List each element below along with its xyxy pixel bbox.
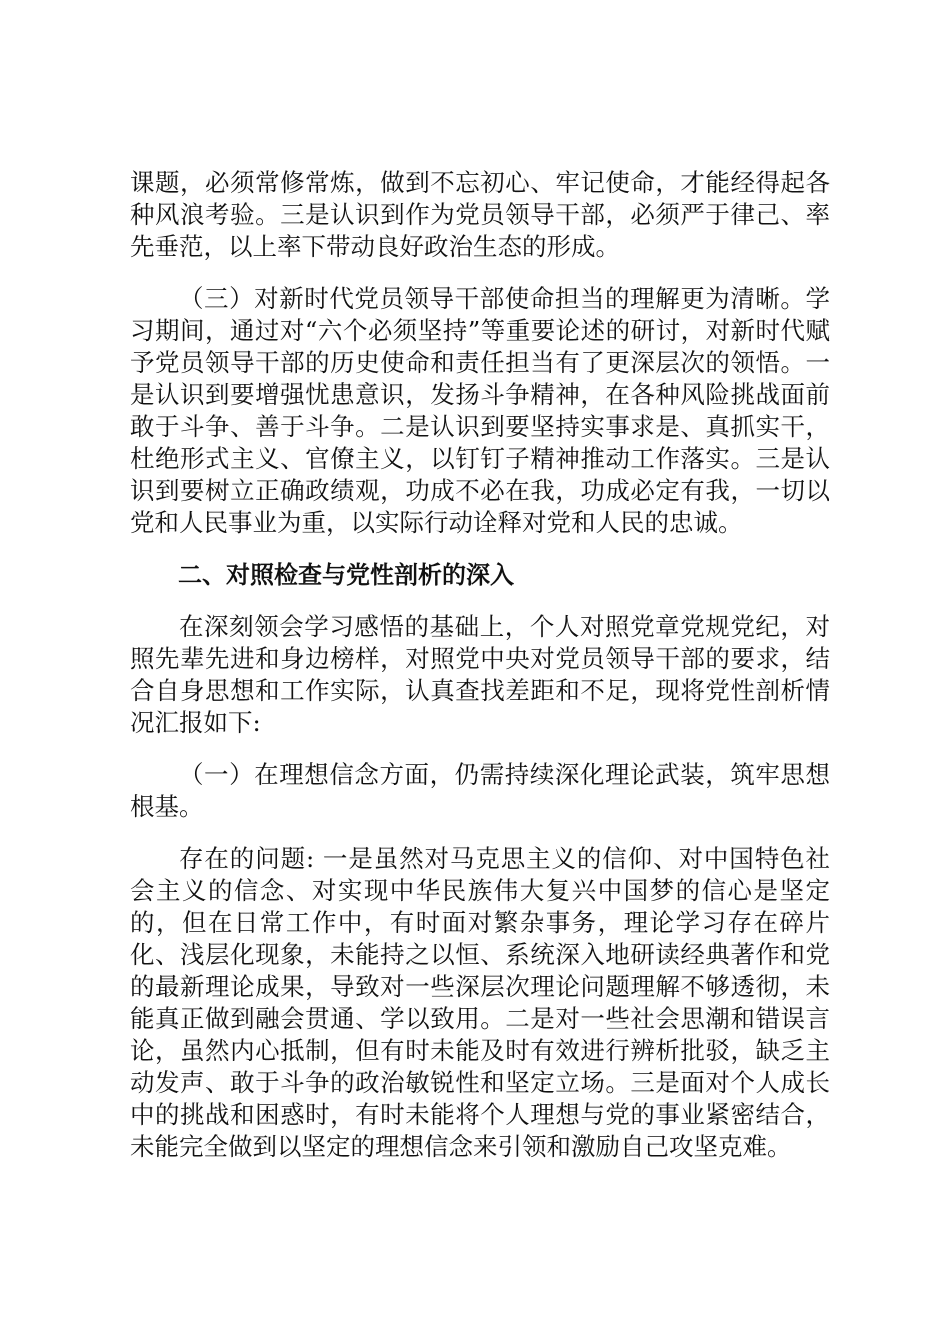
paragraph-continuation: 课题，必须常修常炼，做到不忘初心、牢记使命，才能经得起各种风浪考验。三是认识到作为党员领导干部，必须严于律己、率先垂范，以上率下带动良好政治生态的形成。 <box>130 168 830 261</box>
paragraph-subsection-one: （一）在理想信念方面，仍需持续深化理论武装，筑牢思想根基。 <box>130 760 830 821</box>
document-body <box>130 167 830 1183</box>
paragraph-intro: 在深刻领会学习感悟的基础上，个人对照党章党规党纪，对照先辈先进和身边榜样，对照党中央对党员领导干部的要求，结合自身思想和工作实际，认真查找差距和不足，现将党性剖析情况汇报如下: <box>130 612 830 737</box>
paragraph-section-three: （三）对新时代党员领导干部使命担当的理解更为清晰。学习期间，通过对“六个必须坚持”等重要论述的研讨，对新时代赋予党员领导干部的历史使命和责任担当有了更深层次的领悟。一是认识到要增强忧患意识，发扬斗争精神，在各种风险挑战面前敢于斗争、善于斗争。二是认识到要坚持实事求是、真抓实干，杜绝形式主义、官僚主义，以钉钉子精神推动工作落实。三是认识到要树立正确政绩观，功成不必在我，功成必定有我，一切以党和人民事业为重，以实际行动诠释对党和人民的忠诚。 <box>130 284 830 537</box>
paragraph-problems: 存在的问题: 一是虽然对马克思主义的信仰、对中国特色社会主义的信念、对实现中华民族伟大复兴中国梦的信心是坚定的，但在日常工作中，有时面对繁杂事务，理论学习存在碎片化、浅层化现象，未能持之以恒、系统深入地研读经典著作和党的最新理论成果，导致对一些深层次理论问题理解不够透彻，未能真正做到融会贯通、学以致用。二是对一些社会思潮和错误言论，虽然内心抵制，但有时未能及时有效进行辨析批驳，缺乏主动发声、敢于斗争的政治敏锐性和坚定立场。三是面对个人成长中的挑战和困惑时，有时未能将个人理想与党的事业紧密结合，未能完全做到以坚定的理想信念来引领和激励自己攻坚克难。 <box>130 844 830 1161</box>
section-heading: 二、对照检查与党性剖析的深入 <box>178 561 514 589</box>
